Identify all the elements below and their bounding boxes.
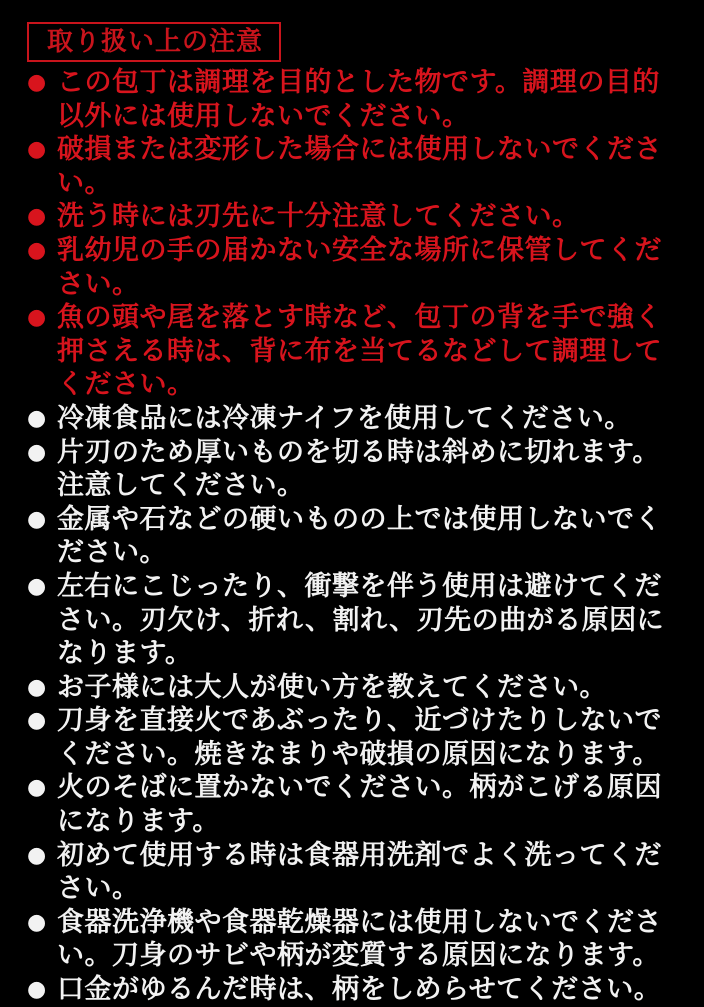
caution-list [27,66,684,1007]
caution-item [27,234,684,301]
bullet-dot-icon: ● [27,573,47,599]
caution-item [27,133,684,200]
caution-item-text: この包丁は調理を目的とした物です。調理の目的 以外には使用しないでください。 [57,67,660,132]
bullet-dot-icon: ● [27,674,47,700]
caution-item-text: 口金がゆるんだ時は、柄をしめらせてください。 [57,974,662,1006]
bullet-dot-icon: ● [27,775,47,801]
bullet-dot-icon: ● [27,977,47,1003]
caution-item-text: 乳幼児の手の届かない安全な場所に保管してくだ さい。 [57,234,662,300]
bullet-dot-icon: ● [27,137,47,163]
bullet-dot-icon: ● [27,237,47,263]
caution-item [27,973,684,1007]
caution-item-text: 左右にこじったり、衝撃を伴う使用は避けてくだ さい。刃欠け、折れ、割れ、刃先の曲がる原因に なります。 [57,570,665,670]
caution-item-text: 破損または変形した場合には使用しないでください。 [57,134,662,199]
caution-item [27,906,684,973]
bullet-dot-icon: ● [27,909,47,935]
caution-item-text: 金属や石などの硬いものの上では使用しないでく ださい。 [57,503,662,569]
caution-item-text: お子様には大人が使い方を教えてください。 [57,671,607,703]
bullet-dot-icon: ● [27,439,47,465]
caution-title: 取り扱い上の注意 [27,22,281,62]
bullet-dot-icon: ● [27,405,47,431]
caution-item-text: 洗う時には刃先に十分注意してください。 [57,201,580,233]
caution-item [27,436,684,503]
caution-item-text: 刀身を直接火であぶったり、近づけたりしないで ください。焼きなまりや破損の原因になります。 [57,705,662,770]
caution-item-text: 片刃のため厚いものを切る時は斜めに切れます。 注意してください。 [57,436,660,502]
bullet-dot-icon: ● [27,305,47,331]
caution-item [27,66,684,133]
caution-item-text: 冷凍食品には冷凍ナイフを使用してください。 [57,402,632,434]
bullet-dot-icon: ● [27,506,47,532]
caution-item-text: 魚の頭や尾を落とす時など、包丁の背を手で強く 押さえる時は、背に布を当てるなどして調理して ください。 [57,302,662,401]
caution-item-text: 火のそばに置かないでください。柄がこげる原因 になります。 [57,772,662,838]
caution-item-text: 食器洗浄機や食器乾燥器には使用しないでくださ い。刀身のサビや柄が変質する原因になります。 [57,906,662,972]
caution-item [27,839,684,906]
caution-item [27,200,684,234]
bullet-dot-icon: ● [27,204,47,230]
caution-item [27,402,684,436]
caution-item [27,771,684,838]
caution-item [27,570,684,671]
caution-item-text: 初めて使用する時は食器用洗剤でよく洗ってくだ さい。 [57,839,662,905]
caution-item [27,503,684,570]
bullet-dot-icon: ● [27,70,47,95]
caution-item [27,301,684,402]
caution-item [27,671,684,705]
bullet-dot-icon: ● [27,842,47,868]
caution-item [27,704,684,771]
bullet-dot-icon: ● [27,708,47,734]
